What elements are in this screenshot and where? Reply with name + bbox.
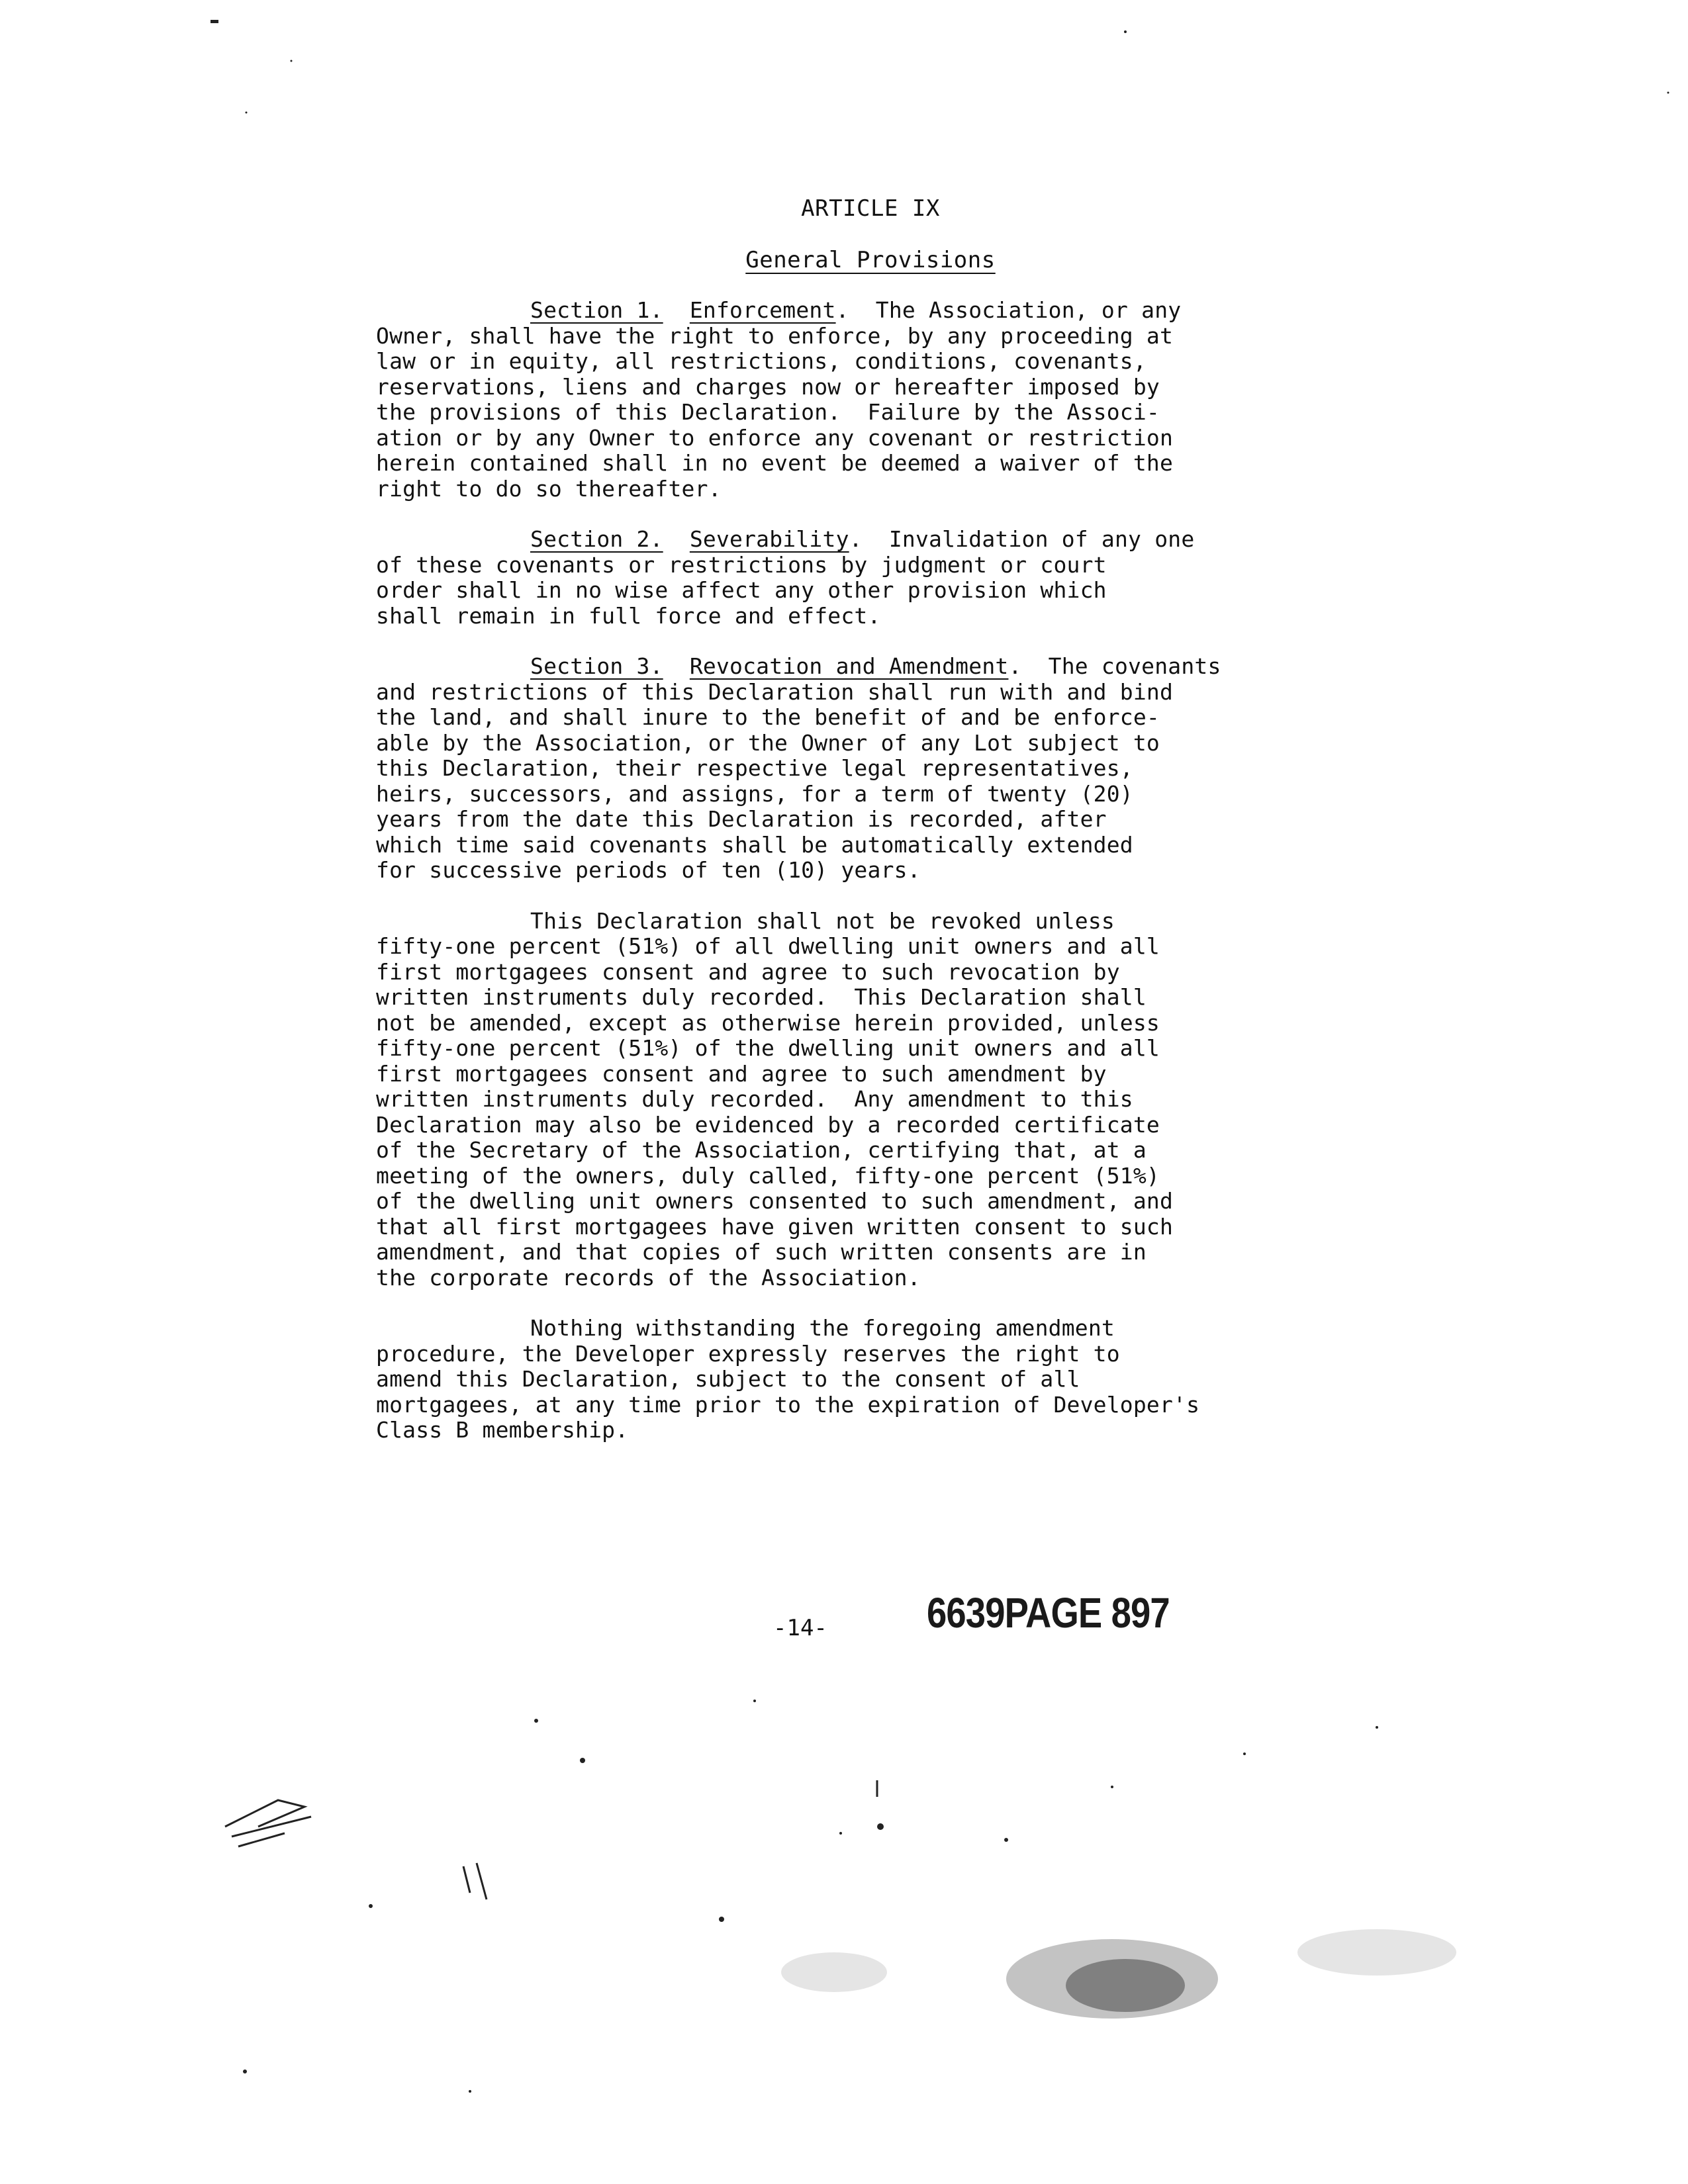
revocation-line: that all first mortgagees have given written consent to such [376, 1213, 1174, 1240]
section-3-line: years from the date this Declaration is recorded, after [376, 806, 1107, 832]
revocation-line: not be amended, except as otherwise herein provided, unless [376, 1009, 1160, 1036]
revocation-line: the corporate records of the Association. [376, 1264, 921, 1291]
section-1-label: Section 1. [530, 297, 663, 323]
revocation-line: This Declaration shall not be revoked unless [530, 907, 1115, 934]
section-1-paragraph [376, 298, 1342, 502]
revocation-line: fifty-one percent (51%) of all dwelling unit owners and all [376, 933, 1160, 959]
section-3-line: this Declaration, their respective legal representatives, [376, 755, 1133, 781]
section-2-line: of these covenants or restrictions by judgment or court [376, 551, 1107, 578]
document-body [376, 298, 1342, 1469]
section-2-paragraph [376, 527, 1342, 629]
section-1-line: the provisions of this Declaration. Failure by the Associ- [376, 399, 1160, 425]
revocation-line: written instruments duly recorded. This Declaration shall [376, 984, 1147, 1010]
section-subtitle [26, 247, 1688, 273]
revocation-line: of the Secretary of the Association, certifying that, at a [376, 1137, 1147, 1163]
revocation-line: of the dwelling unit owners consented to such amendment, and [376, 1188, 1174, 1214]
subtitle-text: General Provisions [745, 247, 996, 273]
revocation-line: fifty-one percent (51%) of the dwelling unit owners and all [376, 1035, 1160, 1061]
section-3-line: for successive periods of ten (10) years. [376, 857, 921, 883]
section-3-line: and restrictions of this Declaration shall run with and bind [376, 678, 1174, 705]
section-3-line: heirs, successors, and assigns, for a term of twenty (20) [376, 780, 1133, 807]
section-1-line: right to do so thereafter. [376, 475, 722, 502]
section-3-paragraph [376, 654, 1342, 884]
revocation-line: Declaration may also be evidenced by a recorded certificate [376, 1111, 1160, 1138]
section-1-line: Owner, shall have the right to enforce, by any proceeding at [376, 322, 1174, 349]
revocation-paragraph [376, 909, 1342, 1291]
revocation-line: written instruments duly recorded. Any amendment to this [376, 1086, 1133, 1112]
section-3-label: Section 3. [530, 653, 663, 679]
section-3-heading: Revocation and Amendment [689, 653, 1009, 679]
section-3-line: able by the Association, or the Owner of any Lot subject to [376, 729, 1160, 756]
developer-line: mortgagees, at any time prior to the expiration of Developer's [376, 1391, 1200, 1418]
section-2-line: . Invalidation of any one [849, 526, 1195, 552]
developer-line: Nothing withstanding the foregoing amendment [530, 1315, 1115, 1341]
section-1-line: law or in equity, all restrictions, conditions, covenants, [376, 348, 1147, 374]
developer-line: procedure, the Developer expressly reserves the right to [376, 1340, 1120, 1367]
section-2-heading: Severability [689, 526, 849, 552]
revocation-line: amendment, and that copies of such written consents are in [376, 1239, 1147, 1265]
section-1-line: ation or by any Owner to enforce any covenant or restriction [376, 424, 1174, 451]
revocation-line: first mortgagees consent and agree to such amendment by [376, 1060, 1107, 1087]
article-title: ARTICLE IX [801, 195, 940, 222]
section-1-heading: Enforcement [689, 297, 836, 323]
section-3-line: the land, and shall inure to the benefit of and be enforce- [376, 704, 1160, 730]
developer-paragraph [376, 1316, 1342, 1443]
section-2-label: Section 2. [530, 526, 663, 552]
section-1-line: herein contained shall in no event be deemed a waiver of the [376, 450, 1174, 476]
recording-stamp: 6639PAGE 897 [927, 1589, 1170, 1637]
section-3-line: which time said covenants shall be automatically extended [376, 831, 1133, 858]
section-3-line: . The covenants [1008, 653, 1221, 679]
section-2-line: order shall in no wise affect any other provision which [376, 577, 1107, 603]
revocation-line: first mortgagees consent and agree to such revocation by [376, 958, 1120, 985]
section-1-line: reservations, liens and charges now or hereafter imposed by [376, 373, 1160, 400]
revocation-line: meeting of the owners, duly called, fifty-one percent (51%) [376, 1162, 1160, 1189]
developer-line: Class B membership. [376, 1417, 629, 1443]
section-1-line: . The Association, or any [835, 297, 1182, 323]
section-2-line: shall remain in full force and effect. [376, 602, 881, 629]
developer-line: amend this Declaration, subject to the consent of all [376, 1366, 1080, 1392]
page-number: -14- [773, 1615, 827, 1641]
